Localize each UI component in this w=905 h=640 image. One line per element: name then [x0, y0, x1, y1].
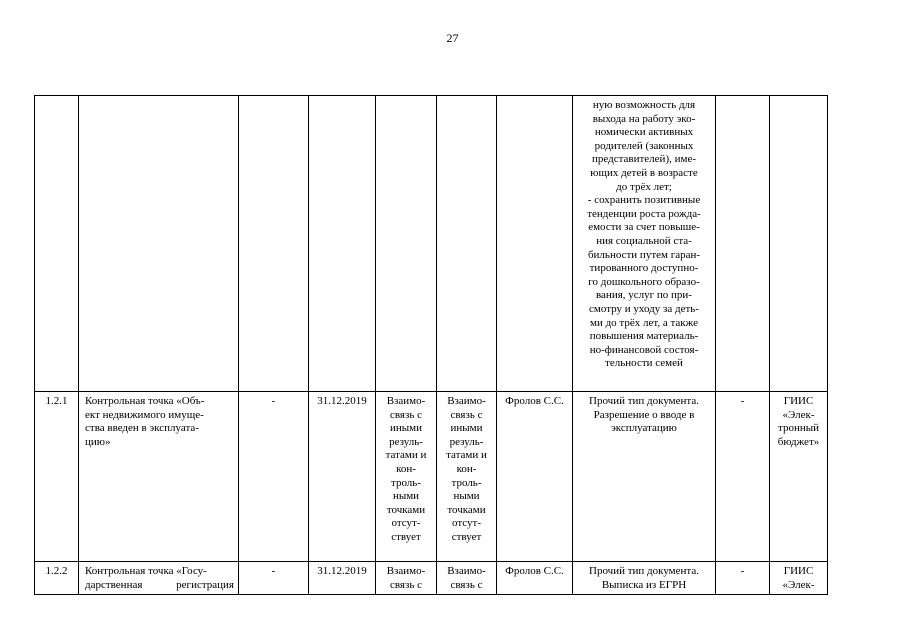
- link-next-line: отсут-: [451, 517, 481, 530]
- link-prev-line: связь с: [390, 408, 422, 421]
- system-line: «Элек-: [782, 578, 815, 591]
- result-line: го дошкольного образо-: [588, 275, 700, 288]
- link-next-line: татами и: [446, 449, 487, 462]
- result-line: выхода на работу эко-: [592, 112, 696, 125]
- cell-document: [573, 562, 716, 595]
- document-line: Выписка из ЕГРН: [601, 578, 687, 591]
- link-next-line: иными: [450, 422, 483, 435]
- result-line: но-финансовой состоя-: [589, 343, 699, 356]
- link-prev-line: отсут-: [391, 517, 421, 530]
- name-line: ства введен в эксплуата-: [85, 422, 199, 435]
- document-line: Разрешение о вводе в: [593, 408, 695, 421]
- cell-date: 31.12.2019: [309, 392, 376, 562]
- link-next-line: троль-: [451, 476, 482, 489]
- cell-level: -: [716, 562, 770, 595]
- result-line: представителей), име-: [591, 153, 696, 166]
- name-line: Контрольная точка «Объ-: [85, 395, 205, 407]
- cell-system: [770, 392, 828, 562]
- cell-date: 31.12.2019: [309, 562, 376, 595]
- table-row: [35, 392, 828, 562]
- name-line: ект недвижимого имуще-: [85, 408, 204, 421]
- cell-name-empty: [79, 96, 239, 392]
- result-line: родителей (законных: [594, 139, 694, 152]
- table-row: [35, 562, 828, 595]
- system-line: ГИИС: [783, 565, 814, 577]
- cell-level-empty: [716, 96, 770, 392]
- result-line: ния социальной ста-: [596, 234, 692, 247]
- result-line: смотру и уходу за деть-: [589, 302, 699, 315]
- result-line: тированного доступно-: [589, 262, 699, 275]
- link-prev-line: иными: [389, 422, 422, 435]
- cell-num-empty: [35, 96, 79, 392]
- link-prev-line: Взаимо-: [386, 395, 426, 407]
- result-line: ющих детей в возрасте: [590, 166, 698, 179]
- cell-system-empty: [770, 96, 828, 392]
- link-next-line: связь с: [450, 408, 483, 421]
- cell-name: [79, 392, 239, 562]
- link-prev-line: резуль-: [389, 435, 423, 448]
- result-line: вания, услуг по при-: [596, 289, 692, 302]
- link-next-line: ствует: [451, 530, 482, 543]
- cell-document: [573, 392, 716, 562]
- link-prev-line: ствует: [391, 530, 421, 543]
- document-line: эксплуатацию: [611, 422, 677, 435]
- link-prev-line: кон-: [396, 462, 416, 475]
- cell-responsible: Фролов С.С.: [497, 392, 573, 562]
- cell-link-next: [437, 392, 497, 562]
- link-prev-line: связь с: [390, 578, 422, 591]
- link-prev-line: Взаимо-: [386, 565, 426, 577]
- document-line: Прочий тип документа.: [589, 395, 699, 407]
- cell-system: [770, 562, 828, 595]
- system-line: «Элек-: [782, 408, 815, 421]
- link-prev-line: точками: [386, 503, 426, 516]
- cell-num: 1.2.1: [35, 392, 79, 562]
- result-line: - сохранить позитивные: [587, 194, 701, 207]
- system-line: ГИИС: [783, 395, 814, 407]
- plan-table: [34, 95, 828, 595]
- system-line: бюджет»: [777, 435, 820, 448]
- link-prev-line: татами и: [385, 449, 427, 462]
- link-next-line: Взаимо-: [447, 565, 486, 577]
- link-prev-line: ными: [392, 490, 420, 503]
- link-next-line: связь с: [450, 578, 483, 591]
- link-next-line: Взаимо-: [447, 395, 486, 407]
- cell-name: [79, 562, 239, 595]
- result-line: ную возможность для: [592, 99, 696, 111]
- link-next-line: ными: [453, 490, 480, 503]
- result-line: тельности семей: [605, 357, 683, 370]
- cell-level: -: [716, 392, 770, 562]
- cell-date-empty: [309, 96, 376, 392]
- page-number: 27: [446, 31, 459, 45]
- table-row-continuation: [35, 96, 828, 392]
- name-line: цию»: [85, 435, 111, 448]
- result-line: ми до трёх лет, а также: [589, 316, 698, 329]
- cell-link-prev-empty: [376, 96, 437, 392]
- result-line: номически активных: [594, 126, 694, 139]
- cell-start-empty: [239, 96, 309, 392]
- result-line: бильности путем гаран-: [587, 248, 701, 261]
- cell-result-continuation: [573, 96, 716, 392]
- name-line: дарственная регистрация: [85, 578, 234, 591]
- link-next-line: резуль-: [449, 435, 484, 448]
- cell-start: -: [239, 562, 309, 595]
- link-prev-line: троль-: [391, 476, 421, 489]
- document-line: Прочий тип документа.: [589, 565, 699, 577]
- link-next-line: точками: [447, 503, 486, 516]
- result-line: повышения материаль-: [589, 330, 699, 343]
- cell-responsible: Фролов С.С.: [497, 562, 573, 595]
- cell-link-prev: [376, 562, 437, 595]
- cell-responsible-empty: [497, 96, 573, 392]
- system-line: тронный: [778, 422, 819, 435]
- result-line: тенденции роста рожда-: [587, 207, 701, 220]
- result-line: до трёх лет;: [616, 180, 672, 193]
- cell-start: -: [239, 392, 309, 562]
- link-next-line: кон-: [456, 462, 477, 475]
- cell-num: 1.2.2: [35, 562, 79, 595]
- cell-link-next: [437, 562, 497, 595]
- cell-link-prev: [376, 392, 437, 562]
- result-line: емости за счет повыше-: [588, 221, 700, 234]
- plan-table-container: [34, 95, 828, 595]
- name-line: Контрольная точка «Госу-: [85, 565, 207, 577]
- cell-link-next-empty: [437, 96, 497, 392]
